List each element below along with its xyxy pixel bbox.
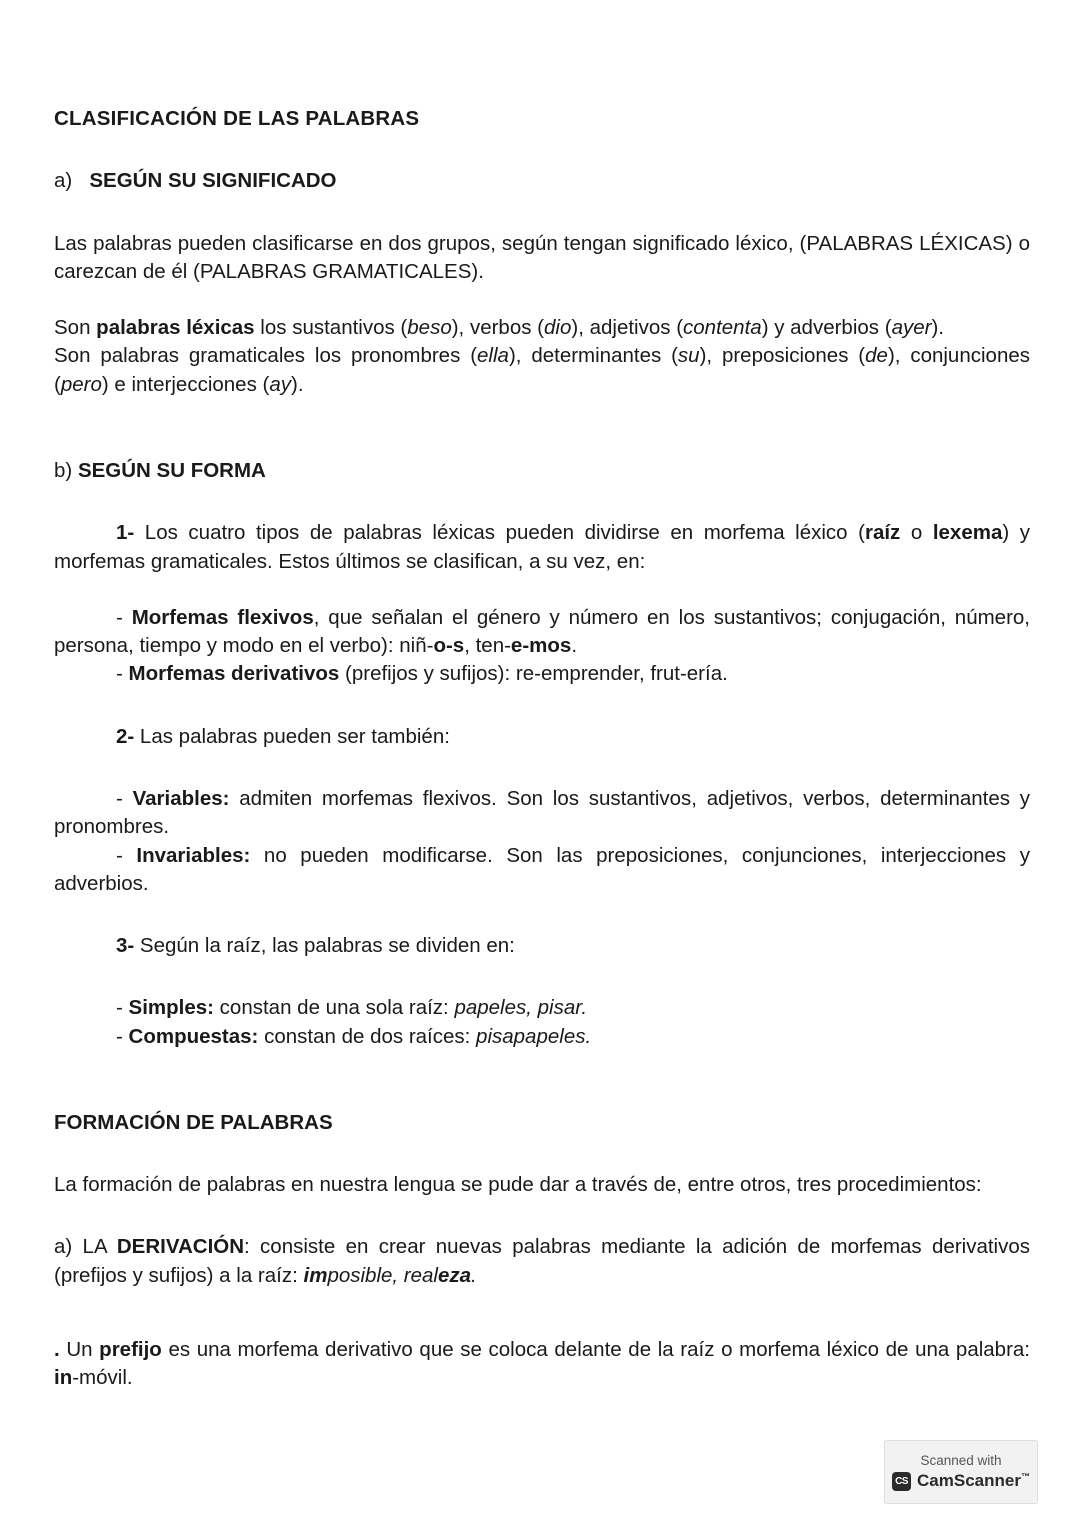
text-fragment: (prefijos y sufijos): re-emprender, frut-ería. (339, 662, 728, 686)
text-bold: in (54, 1366, 73, 1390)
text-italic: beso (407, 316, 452, 340)
camscanner-logo-row (892, 1471, 1030, 1491)
text-fragment: a) LA (54, 1235, 117, 1259)
text-fragment: ). (931, 316, 944, 340)
text-fragment: ), determinantes ( (508, 344, 678, 368)
item-number: 2- (116, 724, 135, 748)
section-b-marker: b) (54, 458, 73, 482)
section-b-item-2 (54, 723, 1030, 751)
item-number: 1- (116, 521, 135, 545)
text-fragment: : consiste en crear nuevas palabras mediante la adición de morfemas derivativos (prefijos y sufijos) a la raíz: (54, 1235, 1031, 1287)
section-b-simples (54, 994, 1030, 1022)
text-fragment: ), adjetivos ( (571, 316, 684, 340)
section-formacion-title: FORMACIÓN DE PALABRAS (54, 1110, 333, 1134)
text-bold: Morfemas derivativos (128, 662, 340, 686)
text-bold: Invariables: (136, 843, 251, 867)
section-a-paragraph-1: Las palabras pueden clasificarse en dos grupos, según tengan significado léxico, (PALABRAS LÉXICAS) o carezcan de él (PALABRAS GRAMATICALES). (54, 231, 1030, 283)
text-bold: Morfemas flexivos (131, 605, 314, 629)
section-b-heading (54, 457, 1030, 485)
section-a-heading (54, 167, 1030, 195)
text-fragment: admiten morfemas flexivos. Son los sustantivos, adjetivos, verbos, determinantes y pronombres. (54, 786, 1030, 839)
text-bold: o-s (433, 634, 465, 658)
dash-marker: - (116, 843, 137, 867)
section-b-compuestas (54, 1023, 1030, 1051)
text-italic: ay (269, 372, 291, 396)
section-b-variables (54, 785, 1030, 842)
text-italic: dio (544, 316, 572, 340)
scanned-with-label: Scanned with (920, 1453, 1002, 1468)
text-italic: pero (60, 372, 102, 396)
text-fragment: Son palabras gramaticales los pronombres ( (54, 344, 478, 368)
text-fragment: los sustantivos ( (254, 316, 408, 340)
text-fragment: . (571, 634, 578, 658)
dash-marker: - (116, 1024, 129, 1048)
text-fragment: , que señalan el género y número en los sustantivos; conjugación, número, persona, tiempo y modo en el verbo): niñ- (54, 605, 1030, 658)
bullet-dot: . (54, 1338, 60, 1362)
text-bold: palabras léxicas (96, 316, 255, 340)
dash-marker: - (116, 996, 129, 1020)
text-italic: pisapapeles. (476, 1024, 592, 1048)
text-italic: . (471, 1263, 477, 1287)
section-formacion-paragraph-1: La formación de palabras en nuestra lengua se pude dar a través de, entre otros, tres procedimientos: (54, 1173, 982, 1197)
section-b-morfemas-flexivos (54, 604, 1030, 661)
text-fragment: no pueden modificarse. Son las preposiciones, conjunciones, interjecciones y adverbios. (54, 843, 1030, 895)
section-formacion-prefijo (54, 1336, 1030, 1393)
text-italic: de (865, 344, 888, 368)
text-bold: prefijo (99, 1338, 162, 1362)
text-fragment: constan de dos raíces: (258, 1024, 477, 1048)
text-fragment: Un (59, 1338, 100, 1362)
item-number: 3- (116, 934, 135, 958)
text-fragment: Según la raíz, las palabras se dividen en: (134, 934, 515, 958)
text-bold: lexema (932, 521, 1003, 545)
dash-marker: - (116, 605, 132, 629)
text-fragment: Los cuatro tipos de palabras léxicas pueden dividirse en morfema léxico ( (134, 521, 865, 545)
text-fragment: Son (54, 316, 97, 340)
section-a-heading-text: SEGÚN SU SIGNIFICADO (89, 169, 337, 193)
text-fragment: ) e interjecciones ( (101, 372, 270, 396)
text-bold: Simples: (128, 996, 214, 1020)
text-fragment: ) y adverbios ( (761, 316, 892, 340)
section-b-item-1 (54, 519, 1030, 576)
section-formacion-derivacion (54, 1233, 1030, 1290)
text-fragment: -móvil. (72, 1366, 133, 1390)
section-b-morfemas-derivativos (54, 660, 1030, 688)
text-bold-italic: eza (437, 1263, 472, 1287)
text-italic: posible, real (327, 1263, 438, 1287)
text-fragment: constan de una sola raíz: (213, 996, 455, 1020)
text-bold-italic: im (303, 1263, 328, 1287)
dash-marker: - (116, 786, 133, 810)
text-fragment: ), conjunciones ( (54, 344, 1030, 396)
section-a-paragraph-2 (54, 314, 1030, 342)
text-fragment: Las palabras pueden ser también: (134, 724, 450, 748)
page-title: CLASIFICACIÓN DE LAS PALABRAS (54, 107, 420, 130)
text-fragment: es una morfema derivativo que se coloca delante de la raíz o morfema léxico de una palabra: (161, 1338, 1030, 1362)
text-italic: contenta (683, 316, 762, 340)
camscanner-app-name (917, 1471, 1030, 1491)
text-fragment: ), verbos ( (451, 316, 545, 340)
dash-marker: - (116, 662, 129, 686)
trademark-symbol: ™ (1020, 1471, 1030, 1482)
section-b-item-3 (54, 932, 1030, 960)
text-bold: raíz (864, 521, 901, 545)
text-fragment: o (900, 521, 933, 545)
section-a-marker: a) (54, 169, 73, 193)
section-b-invariables (54, 842, 1030, 899)
camscanner-logo-icon: CS (892, 1472, 911, 1491)
camscanner-app-name-text: CamScanner (917, 1471, 1021, 1490)
text-bold: Compuestas: (128, 1024, 259, 1048)
text-italic: papeles, pisar. (454, 996, 588, 1020)
text-italic: su (677, 344, 700, 368)
section-a-paragraph-3 (54, 342, 1030, 399)
document-body (54, 105, 1030, 1393)
text-fragment: ) y morfemas gramaticales. Estos últimos se clasifican, a su vez, en: (54, 521, 1031, 573)
text-bold: Variables: (132, 786, 230, 810)
text-italic: ayer (891, 316, 932, 340)
text-fragment: ), preposiciones ( (699, 344, 866, 368)
section-b-heading-text: SEGÚN SU FORMA (77, 458, 266, 482)
text-italic: ella (477, 344, 509, 368)
camscanner-watermark (884, 1440, 1038, 1504)
text-bold: e-mos (510, 634, 572, 658)
text-bold: DERIVACIÓN (116, 1235, 245, 1259)
text-fragment: ). (291, 372, 304, 396)
text-fragment: , ten- (464, 634, 511, 658)
